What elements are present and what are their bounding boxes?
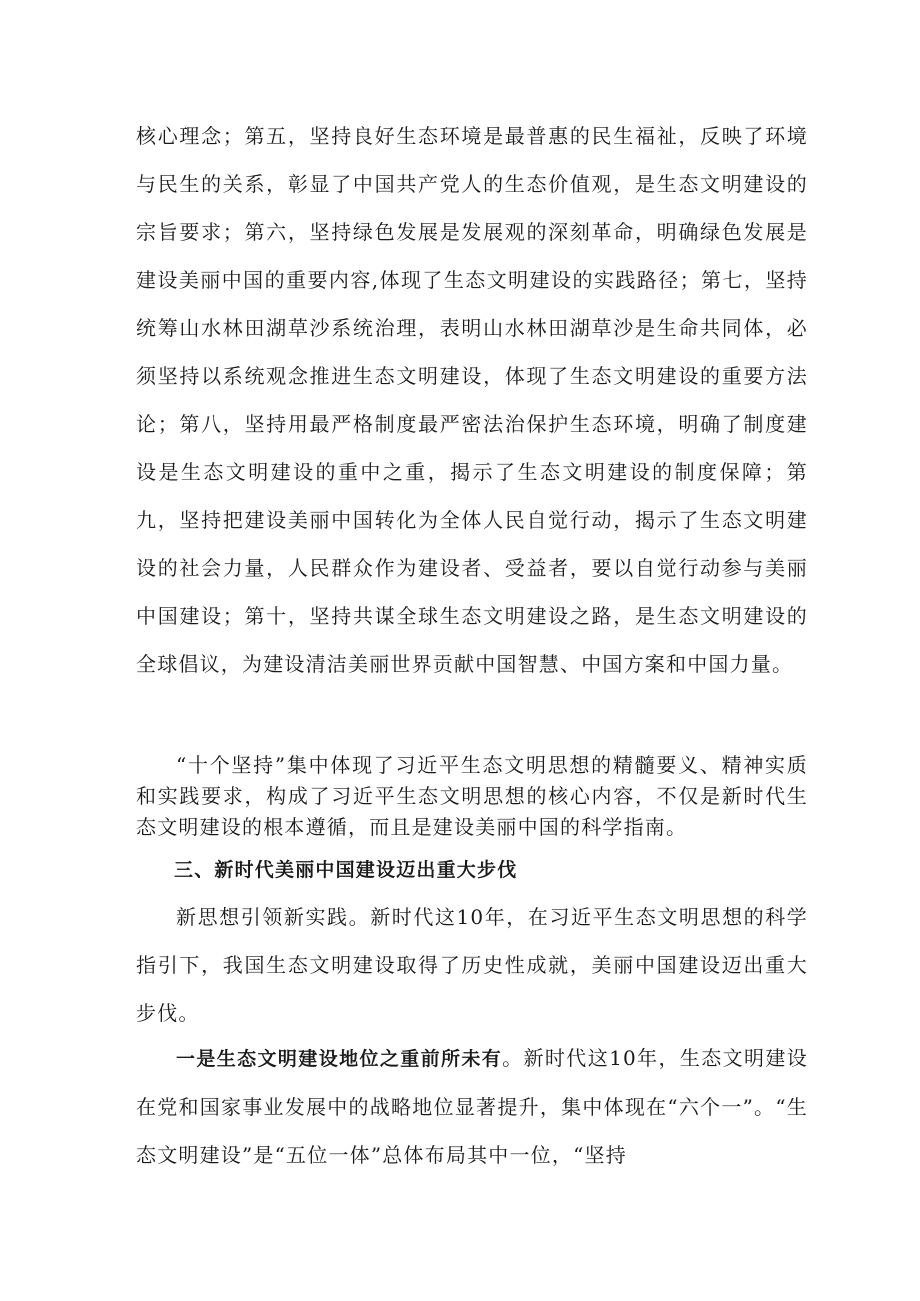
- section-heading: 三、新时代美丽中国建设迈出重大步伐: [174, 859, 518, 881]
- paragraph-continuation: 核心理念；第五，坚持良好生态环境是最普惠的民生福祉，反映了环境与民生的关系，彰显了中国共产党人的生态价值观，是生态文明建设的宗旨要求；第六，坚持绿色发展是发展观的深刻革命，明确绿色发展是建设美丽中国的重要内容,体现了生态文明建设的实践路径；第七，坚持统筹山水林田湖草沙系统治理，表明山水林田湖草沙是生命共同体，必须坚持以系统观念推进生态文明建设，体现了生态文明建设的重要方法论；第八，坚持用最严格制度最严密法治保护生态环境，明确了制度建设是生态文明建设的重中之重，揭示了生态文明建设的制度保障；第九，坚持把建设美丽中国转化为全体人民自觉行动，揭示了生态文明建设的社会力量，人民群众作为建设者、受益者，要以自觉行动参与美丽中国建设；第十，坚持共谋全球生态文明建设之路，是生态文明建设的全球倡议，为建设清洁美丽世界贡献中国智慧、中国方案和中国力量。: [136, 124, 808, 676]
- paragraph-intro: 新思想引领新实践。新时代这10年，在习近平生态文明思想的科学指引下，我国生态文明建设取得了历史性成就，美丽中国建设迈出重大步伐。: [136, 905, 808, 1025]
- paragraph-ten-insists: “十个坚持”集中体现了习近平生态文明思想的精髓要义、精神实质和实践要求，构成了习近平生态文明思想的核心内容，不仅是新时代生态文明建设的根本遵循，而且是建设美丽中国的科学指南。: [136, 753, 808, 839]
- paragraph-lead-phrase: 一是生态文明建设地位之重前所未有: [176, 1048, 503, 1070]
- paragraph-first-point: [136, 1034, 808, 1179]
- paragraph-body: 。新时代这10年，生态文明建设在党和国家事业发展中的战略地位显著提升，集中体现在“六个一”。“生态文明建设”是“五位一体”总体布局其中一位，“坚持: [136, 1046, 809, 1167]
